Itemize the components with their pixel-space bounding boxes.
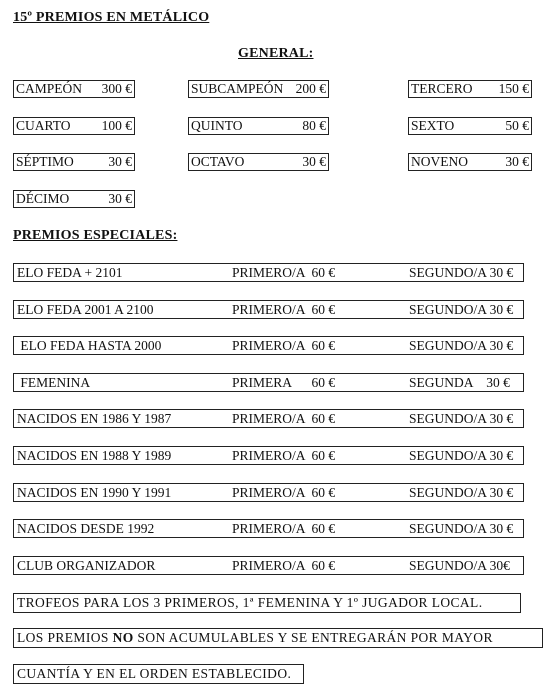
general-prize bbox=[188, 153, 329, 171]
prize-label: DÉCIMO bbox=[16, 191, 70, 206]
first-prize: PRIMERO/A 60 € bbox=[232, 411, 336, 426]
first-prize: PRIMERO/A 60 € bbox=[232, 302, 336, 317]
special-category: NACIDOS DESDE 1992 bbox=[17, 521, 155, 536]
special-category: ELO FEDA HASTA 2000 bbox=[17, 338, 162, 353]
prize-label: QUINTO bbox=[191, 118, 243, 133]
first-prize: PRIMERO/A 60 € bbox=[232, 558, 336, 573]
second-prize: SEGUNDO/A 30 € bbox=[409, 411, 514, 426]
general-prize bbox=[13, 190, 135, 208]
general-header: GENERAL: bbox=[238, 46, 314, 61]
first-prize: PRIMERO/A 60 € bbox=[232, 338, 336, 353]
trophies-note: TROFEOS PARA LOS 3 PRIMEROS, 1ª FEMENINA Y 1º JUGADOR LOCAL. bbox=[13, 593, 521, 613]
second-prize: SEGUNDO/A 30 € bbox=[409, 485, 514, 500]
prize-label: SUBCAMPEÓN bbox=[191, 81, 284, 96]
prize-amount: 30 € bbox=[302, 154, 326, 169]
note-line1-bold: NO bbox=[112, 630, 134, 645]
special-category: NACIDOS EN 1988 Y 1989 bbox=[17, 448, 172, 463]
general-prize bbox=[13, 80, 135, 98]
special-header: PREMIOS ESPECIALES: bbox=[13, 228, 178, 243]
prize-amount: 80 € bbox=[302, 118, 326, 133]
second-prize: SEGUNDA 30 € bbox=[409, 375, 510, 390]
note-line1-post: SON ACUMULABLES Y SE ENTREGARÁN POR MAYOR bbox=[133, 630, 493, 645]
prize-amount: 30 € bbox=[108, 191, 132, 206]
prize-amount: 50 € bbox=[505, 118, 529, 133]
second-prize: SEGUNDO/A 30€ bbox=[409, 558, 510, 573]
second-prize: SEGUNDO/A 30 € bbox=[409, 448, 514, 463]
general-prize bbox=[188, 117, 329, 135]
general-prize bbox=[408, 117, 532, 135]
special-category: ELO FEDA + 2101 bbox=[17, 265, 123, 280]
prize-label: NOVENO bbox=[411, 154, 468, 169]
second-prize: SEGUNDO/A 30 € bbox=[409, 265, 514, 280]
general-prize bbox=[188, 80, 329, 98]
order-note: CUANTÍA Y EN EL ORDEN ESTABLECIDO. bbox=[13, 664, 304, 684]
special-category: NACIDOS EN 1990 Y 1991 bbox=[17, 485, 172, 500]
first-prize: PRIMERO/A 60 € bbox=[232, 521, 336, 536]
prize-label: CAMPEÓN bbox=[16, 81, 83, 96]
special-category: NACIDOS EN 1986 Y 1987 bbox=[17, 411, 172, 426]
page-title: 15º PREMIOS EN METÁLICO bbox=[13, 10, 210, 25]
first-prize: PRIMERA 60 € bbox=[232, 375, 336, 390]
second-prize: SEGUNDO/A 30 € bbox=[409, 521, 514, 536]
special-category: CLUB ORGANIZADOR bbox=[17, 558, 156, 573]
note-line1-pre: LOS PREMIOS bbox=[17, 630, 113, 645]
general-prize bbox=[408, 153, 532, 171]
prize-amount: 30 € bbox=[505, 154, 529, 169]
prize-amount: 30 € bbox=[108, 154, 132, 169]
general-prize bbox=[13, 153, 135, 171]
prize-label: TERCERO bbox=[411, 81, 473, 96]
prize-amount: 300 € bbox=[101, 81, 132, 96]
first-prize: PRIMERO/A 60 € bbox=[232, 485, 336, 500]
prize-amount: 100 € bbox=[101, 118, 132, 133]
prize-label: OCTAVO bbox=[191, 154, 245, 169]
second-prize: SEGUNDO/A 30 € bbox=[409, 302, 514, 317]
first-prize: PRIMERO/A 60 € bbox=[232, 265, 336, 280]
second-prize: SEGUNDO/A 30 € bbox=[409, 338, 514, 353]
prize-amount: 150 € bbox=[498, 81, 529, 96]
prize-label: SÉPTIMO bbox=[16, 154, 74, 169]
prize-amount: 200 € bbox=[295, 81, 326, 96]
prize-label: CUARTO bbox=[16, 118, 71, 133]
non-cumulative-note bbox=[13, 628, 543, 648]
special-category: FEMENINA bbox=[17, 375, 91, 390]
special-category: ELO FEDA 2001 A 2100 bbox=[17, 302, 154, 317]
prize-label: SEXTO bbox=[411, 118, 455, 133]
general-prize bbox=[13, 117, 135, 135]
first-prize: PRIMERO/A 60 € bbox=[232, 448, 336, 463]
general-prize bbox=[408, 80, 532, 98]
